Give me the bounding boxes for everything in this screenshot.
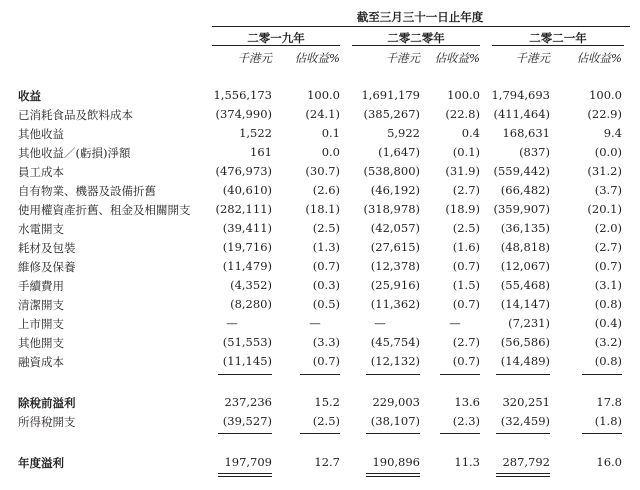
amount-cell: (8,280) [230, 297, 272, 311]
amount-cell: (411,464) [493, 107, 550, 121]
percent-cell: (0.7) [452, 259, 480, 273]
row-label: 除稅前溢利 [18, 396, 76, 410]
row-label: 其他收益 [18, 127, 64, 141]
amount-cell: (39,527) [222, 414, 272, 428]
table-row [0, 107, 640, 126]
percent-cell: (2.6) [312, 183, 340, 197]
amount-cell: — [226, 316, 238, 330]
year-rule-2019 [212, 45, 340, 46]
amount-cell: 190,896 [372, 455, 420, 469]
amount-cell: (4,352) [230, 278, 272, 292]
row-label: 水電開支 [18, 222, 64, 236]
subtotal-rule-2020-pct [440, 374, 480, 375]
amount-cell: (14,489) [500, 354, 550, 368]
percent-cell: 16.0 [596, 455, 622, 469]
percent-cell: 15.2 [314, 395, 340, 409]
amount-cell: 168,631 [502, 126, 550, 140]
year-rule-2021 [492, 45, 624, 46]
table-row [0, 316, 640, 335]
amount-cell: 1,556,173 [213, 88, 272, 102]
amount-cell: (66,482) [500, 183, 550, 197]
tax-rule-2021-pct [582, 433, 622, 434]
amount-cell: (1,647) [378, 145, 420, 159]
table-row [0, 354, 640, 373]
amount-cell: (837) [519, 145, 550, 159]
tax-rule-2020-amount [366, 433, 420, 434]
table-row [0, 259, 640, 278]
table-row [0, 183, 640, 202]
row-label: 收益 [18, 89, 41, 103]
total-rule-2019-amount-bottom [218, 476, 272, 477]
percent-cell: (0.3) [312, 278, 340, 292]
amount-cell: (32,459) [500, 414, 550, 428]
row-label: 融資成本 [18, 355, 64, 369]
amount-cell: (282,111) [215, 202, 272, 216]
amount-cell: (25,916) [370, 278, 420, 292]
percent-cell: (3.3) [312, 335, 340, 349]
percent-cell: (0.7) [452, 297, 480, 311]
percent-cell: (1.5) [452, 278, 480, 292]
amount-cell: (19,716) [222, 240, 272, 254]
amount-cell: (14,147) [500, 297, 550, 311]
row-label: 自有物業、機器及設備折舊 [18, 184, 156, 198]
amount-cell: 197,709 [224, 455, 272, 469]
amount-cell: (318,978) [363, 202, 420, 216]
table-row [0, 455, 640, 474]
amount-cell: 1,691,179 [361, 88, 420, 102]
total-rule-2019-amount-top [218, 473, 272, 474]
amount-header-2020: 千港元 [385, 51, 420, 65]
period-rule [212, 26, 630, 27]
amount-cell: 1,794,693 [491, 88, 550, 102]
amount-cell: (36,135) [500, 221, 550, 235]
percent-cell: (0.7) [594, 259, 622, 273]
amount-header-2019: 千港元 [237, 51, 272, 65]
percent-cell: (2.5) [312, 414, 340, 428]
amount-cell: (374,990) [215, 107, 272, 121]
percent-cell: (0.4) [594, 316, 622, 330]
table-row [0, 126, 640, 145]
percent-cell: (0.7) [312, 259, 340, 273]
percent-cell: — [449, 316, 461, 330]
percent-cell: (1.8) [594, 414, 622, 428]
year-heading-2019: 二零一九年 [247, 31, 305, 45]
amount-cell: (27,615) [370, 240, 420, 254]
subtotal-rule-2019-pct [300, 374, 340, 375]
row-label: 手續費用 [18, 279, 64, 293]
pct-header-2020: 佔收益% [434, 51, 480, 65]
table-row [0, 88, 640, 107]
amount-cell: (42,057) [370, 221, 420, 235]
amount-cell: 161 [250, 145, 272, 159]
amount-cell: 1,522 [239, 126, 272, 140]
amount-cell: 229,003 [372, 395, 420, 409]
amount-cell: (45,754) [370, 335, 420, 349]
table-row [0, 240, 640, 259]
percent-cell: (30.7) [305, 164, 340, 178]
percent-cell: 9.4 [603, 126, 622, 140]
amount-cell: (39,411) [222, 221, 272, 235]
percent-cell: (3.1) [594, 278, 622, 292]
percent-cell: (2.5) [312, 221, 340, 235]
amount-cell: (7,231) [508, 316, 550, 330]
percent-cell: (20.1) [587, 202, 622, 216]
amount-cell: (11,362) [370, 297, 420, 311]
percent-cell: (2.7) [594, 240, 622, 254]
row-label: 使用權資產折舊、租金及相關開支 [18, 203, 191, 217]
percent-cell: 100.0 [447, 88, 480, 102]
amount-cell: (12,067) [500, 259, 550, 273]
tax-rule-2019-pct [300, 433, 340, 434]
row-label: 維修及保養 [18, 260, 76, 274]
table-row [0, 395, 640, 414]
amount-cell: 320,251 [502, 395, 550, 409]
pct-header-2019: 佔收益% [294, 51, 340, 65]
table-row [0, 145, 640, 164]
percent-cell: (22.9) [587, 107, 622, 121]
percent-cell: (1.6) [452, 240, 480, 254]
percent-cell: 11.3 [454, 455, 480, 469]
row-label: 員工成本 [18, 165, 64, 179]
amount-cell: 5,922 [387, 126, 420, 140]
amount-cell: (48,818) [500, 240, 550, 254]
table-row [0, 297, 640, 316]
row-label: 清潔開支 [18, 298, 64, 312]
amount-header-2021: 千港元 [515, 51, 550, 65]
percent-cell: (0.8) [594, 354, 622, 368]
row-label: 已消耗食品及飲料成本 [18, 108, 133, 122]
amount-cell: (46,192) [370, 183, 420, 197]
total-rule-2020-amount-top [366, 473, 420, 474]
amount-cell: (385,267) [363, 107, 420, 121]
amount-cell: (12,132) [370, 354, 420, 368]
percent-cell: (18.9) [445, 202, 480, 216]
amount-cell: (359,907) [493, 202, 550, 216]
total-rule-2021-amount-bottom [496, 476, 550, 477]
row-label: 所得稅開支 [18, 415, 76, 429]
subtotal-rule-2019-amount [218, 374, 272, 375]
percent-cell: 0.4 [461, 126, 480, 140]
percent-cell: 100.0 [589, 88, 622, 102]
percent-cell: (0.7) [312, 354, 340, 368]
row-label: 年度溢利 [18, 456, 64, 470]
year-rule-2020 [352, 45, 480, 46]
amount-cell: 287,792 [502, 455, 550, 469]
amount-cell: (12,378) [370, 259, 420, 273]
row-label: 其他開支 [18, 336, 64, 350]
table-row [0, 278, 640, 297]
row-label: 其他收益／(虧損)淨額 [18, 146, 131, 160]
amount-cell: (40,610) [222, 183, 272, 197]
amount-cell: (56,586) [500, 335, 550, 349]
table-row [0, 414, 640, 433]
year-heading-2020: 二零二零年 [387, 31, 445, 45]
percent-cell: (0.5) [312, 297, 340, 311]
percent-cell: (2.7) [452, 335, 480, 349]
percent-cell: (1.3) [312, 240, 340, 254]
percent-cell: 100.0 [307, 88, 340, 102]
amount-cell: 237,236 [224, 395, 272, 409]
percent-cell: (2.0) [594, 221, 622, 235]
total-rule-2021-amount-top [496, 473, 550, 474]
amount-cell: (476,973) [215, 164, 272, 178]
percent-cell: 12.7 [314, 455, 340, 469]
tax-rule-2021-amount [496, 433, 550, 434]
amount-cell: (538,800) [363, 164, 420, 178]
percent-cell: — [309, 316, 321, 330]
year-heading-2021: 二零二一年 [529, 31, 587, 45]
table-row [0, 202, 640, 221]
subtotal-rule-2021-amount [496, 374, 550, 375]
percent-cell: 13.6 [454, 395, 480, 409]
percent-cell: (0.8) [594, 297, 622, 311]
percent-cell: (0.1) [452, 145, 480, 159]
percent-cell: 0.1 [321, 126, 340, 140]
tax-rule-2020-pct [440, 433, 480, 434]
row-label: 耗材及包裝 [18, 241, 76, 255]
percent-cell: (31.9) [445, 164, 480, 178]
percent-cell: (0.7) [452, 354, 480, 368]
percent-cell: (2.3) [452, 414, 480, 428]
percent-cell: (3.2) [594, 335, 622, 349]
amount-cell: — [374, 316, 386, 330]
percent-cell: 0.0 [321, 145, 340, 159]
amount-cell: (11,145) [222, 354, 272, 368]
row-label: 上市開支 [18, 317, 64, 331]
table-row [0, 335, 640, 354]
percent-cell: (31.2) [587, 164, 622, 178]
subtotal-rule-2021-pct [582, 374, 622, 375]
subtotal-rule-2020-amount [366, 374, 420, 375]
percent-cell: (22.8) [445, 107, 480, 121]
percent-cell: (0.0) [594, 145, 622, 159]
period-heading: 截至三月三十一日止年度 [356, 10, 484, 24]
amount-cell: (55,468) [500, 278, 550, 292]
percent-cell: (2.5) [452, 221, 480, 235]
percent-cell: (3.7) [594, 183, 622, 197]
tax-rule-2019-amount [218, 433, 272, 434]
percent-cell: (18.1) [305, 202, 340, 216]
pct-header-2021: 佔收益% [576, 51, 622, 65]
percent-cell: (2.7) [452, 183, 480, 197]
amount-cell: (11,479) [222, 259, 272, 273]
amount-cell: (559,442) [493, 164, 550, 178]
percent-cell: (24.1) [305, 107, 340, 121]
percent-cell: 17.8 [596, 395, 622, 409]
table-row [0, 164, 640, 183]
amount-cell: (38,107) [370, 414, 420, 428]
total-rule-2020-amount-bottom [366, 476, 420, 477]
table-row [0, 221, 640, 240]
amount-cell: (51,553) [222, 335, 272, 349]
